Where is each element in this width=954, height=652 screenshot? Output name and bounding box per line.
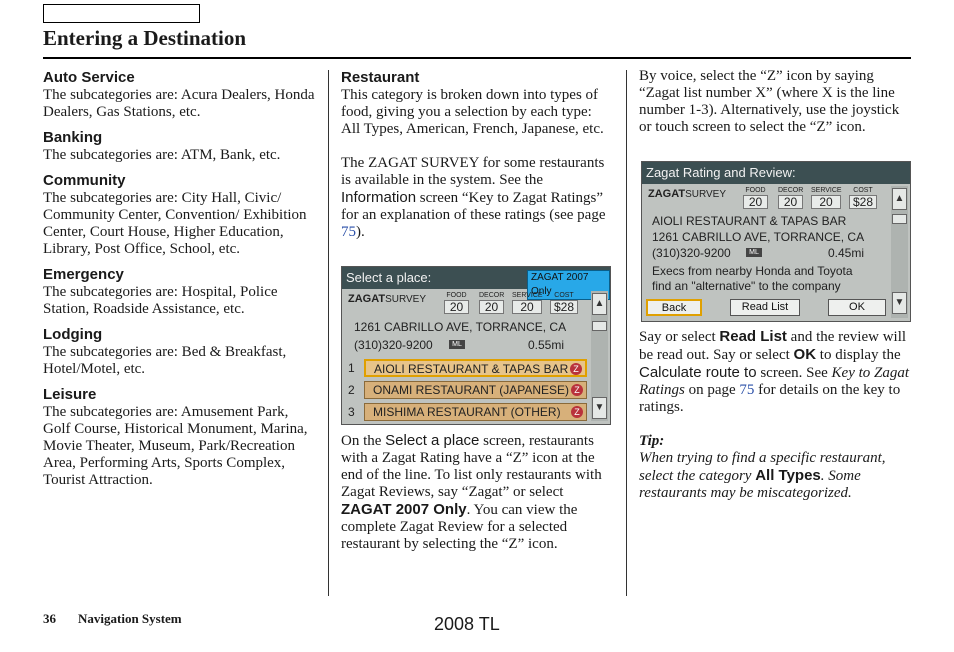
tip-text: When trying to find a specific restaurant, select the category All Types. Some restaurants may be miscategorized. — [639, 450, 886, 501]
place-phone: (310)320-9200 — [354, 338, 433, 352]
heading-auto-service: Auto Service — [43, 69, 135, 86]
text-restaurant: This category is broken down into types of food, giving you a selection by each type: All Types, American, French, Japanese, etc. — [341, 87, 604, 137]
rating-decor: DECOR 20 — [479, 292, 505, 314]
scroll-thumb[interactable] — [592, 321, 607, 331]
rating-food: FOOD 20 — [743, 187, 768, 209]
restaurant-distance: 0.45mi — [828, 246, 865, 260]
text-banking: The subcategories are: ATM, Bank, etc. — [43, 147, 281, 163]
restaurant-address: 1261 CABRILLO AVE, TORRANCE, CA — [652, 230, 865, 244]
column-divider-2 — [626, 70, 627, 596]
zagat-logo: ZAGATSURVEY — [348, 293, 427, 305]
page-link-75[interactable]: 75 — [341, 224, 356, 240]
ml-icon: ML — [449, 340, 465, 349]
ok-button[interactable]: OK — [828, 299, 886, 316]
scrollbar[interactable] — [591, 291, 608, 421]
row-number: 1 — [348, 361, 355, 375]
text-emergency: The subcategories are: Hospital, Police Station, Roadside Assistance, etc. — [43, 284, 278, 317]
zagat-2007-only-label: ZAGAT 2007 Only — [341, 501, 467, 518]
place-distance: 0.55mi — [528, 338, 565, 352]
page-number: 36 — [43, 611, 56, 626]
screen-title: Zagat Rating and Review: — [642, 162, 910, 184]
list-item[interactable]: MISHIMA RESTAURANT (OTHER) Z — [364, 403, 587, 421]
heading-lodging: Lodging — [43, 326, 103, 343]
rating-decor: DECOR 20 — [778, 187, 804, 209]
column-2 — [341, 68, 613, 241]
column-2-lower — [341, 432, 613, 553]
back-button[interactable]: Back — [646, 299, 702, 316]
footer-section: Navigation System — [78, 611, 182, 626]
list-item[interactable]: ONAMI RESTAURANT (JAPANESE) Z — [364, 381, 587, 399]
row-number: 2 — [348, 383, 355, 397]
restaurant-name: AIOLI RESTAURANT & TAPAS BAR — [652, 214, 847, 228]
rating-cost: COST $28 — [849, 187, 877, 209]
footer-model: 2008 TL — [434, 614, 500, 634]
text-read-list: Say or select Read List and the review will be read out. Say or select OK to display the Calculate route to screen. See Key to Zagat Ratings on page 75 for details on the key to ratings. — [639, 328, 910, 415]
text-select-place: On the Select a place screen, restaurants with a Zagat Rating have a “Z” icon at the end of the line. To list only restaurants with Zagat Reviews, say “Zagat” or select ZAGAT 2007 Only. You can view the complete Zagat Review for a selected restaurant by selecting the “Z” icon. — [341, 432, 602, 552]
heading-community: Community — [43, 172, 126, 189]
list-item[interactable]: AIOLI RESTAURANT & TAPAS BAR Z — [364, 359, 587, 377]
zagat-review-screen — [641, 161, 911, 322]
heading-emergency: Emergency — [43, 266, 124, 283]
text-zagat-survey: The ZAGAT SURVEY for some restaurants is available in the system. See the Information screen “Key to Zagat Ratings” for an explanation of these ratings (see page 75). — [341, 155, 606, 240]
ml-icon: ML — [746, 248, 762, 257]
column-1 — [43, 68, 315, 489]
heading-banking: Banking — [43, 129, 103, 146]
column-3 — [639, 68, 911, 136]
rating-service: SERVICE 20 — [512, 292, 543, 314]
place-address: 1261 CABRILLO AVE, TORRANCE, CA — [354, 320, 567, 334]
zagat-logo: ZAGATSURVEY — [648, 188, 727, 200]
page-title: Entering a Destination — [43, 26, 247, 50]
text-leisure: The subcategories are: Amusement Park, Golf Course, Historical Monument, Marina, Movie Theater, Museum, Park/Recreation Area, Performing Arts, Sports Complex, Tourist Attraction. — [43, 404, 308, 488]
restaurant-phone: (310)320-9200 — [652, 246, 731, 260]
scroll-down-button[interactable]: ▼ — [592, 397, 607, 419]
column-3-lower — [639, 328, 911, 502]
info-screen-name: Information — [341, 189, 417, 206]
screen-title: Select a place: — [342, 267, 610, 289]
rating-service: SERVICE 20 — [811, 187, 842, 209]
ok-label: OK — [793, 346, 817, 363]
scroll-up-button[interactable]: ▲ — [892, 188, 907, 210]
zagat-z-icon[interactable]: Z — [570, 363, 582, 375]
zagat-z-icon[interactable]: Z — [571, 384, 583, 396]
heading-leisure: Leisure — [43, 386, 97, 403]
zagat-z-icon[interactable]: Z — [571, 406, 583, 418]
zagat-2007-only-button[interactable]: ZAGAT 2007 Only — [527, 270, 610, 300]
all-types-label: All Types — [755, 467, 821, 484]
select-place-screen-name: Select a place — [385, 432, 480, 449]
scroll-down-button[interactable]: ▼ — [892, 292, 907, 314]
scroll-up-button[interactable]: ▲ — [592, 293, 607, 315]
calculate-route-label: Calculate route to — [639, 364, 757, 381]
header-tab-box — [43, 4, 200, 23]
read-list-label: Read List — [719, 328, 787, 345]
rating-cost: COST $28 — [550, 292, 578, 314]
select-place-screen — [341, 266, 611, 425]
heading-restaurant: Restaurant — [341, 69, 420, 86]
review-line-1: Execs from nearby Honda and Toyota — [652, 264, 853, 278]
review-line-2: find an "alternative" to the company — [652, 279, 841, 293]
row-number: 3 — [348, 405, 355, 419]
column-divider-1 — [328, 70, 329, 596]
text-community: The subcategories are: City Hall, Civic/ Community Center, Convention/ Exhibition Center, Court House, Higher Education, Library, Post Office, School, etc. — [43, 190, 307, 257]
header-rule — [43, 57, 911, 59]
text-auto-service: The subcategories are: Acura Dealers, Honda Dealers, Gas Stations, etc. — [43, 87, 315, 120]
read-list-button[interactable]: Read List — [730, 299, 800, 316]
scrollbar[interactable] — [891, 186, 908, 318]
text-lodging: The subcategories are: Bed & Breakfast, Hotel/Motel, etc. — [43, 344, 287, 377]
text-voice: By voice, select the “Z” icon by saying “Zagat list number X” (where X is the line number 1-3). Alternatively, use the joystick or touch screen to select the “Z” icon. — [639, 68, 900, 135]
scroll-thumb[interactable] — [892, 214, 907, 224]
page-link-75[interactable]: 75 — [739, 382, 755, 398]
rating-food: FOOD 20 — [444, 292, 469, 314]
tip-label: Tip: — [639, 433, 665, 449]
